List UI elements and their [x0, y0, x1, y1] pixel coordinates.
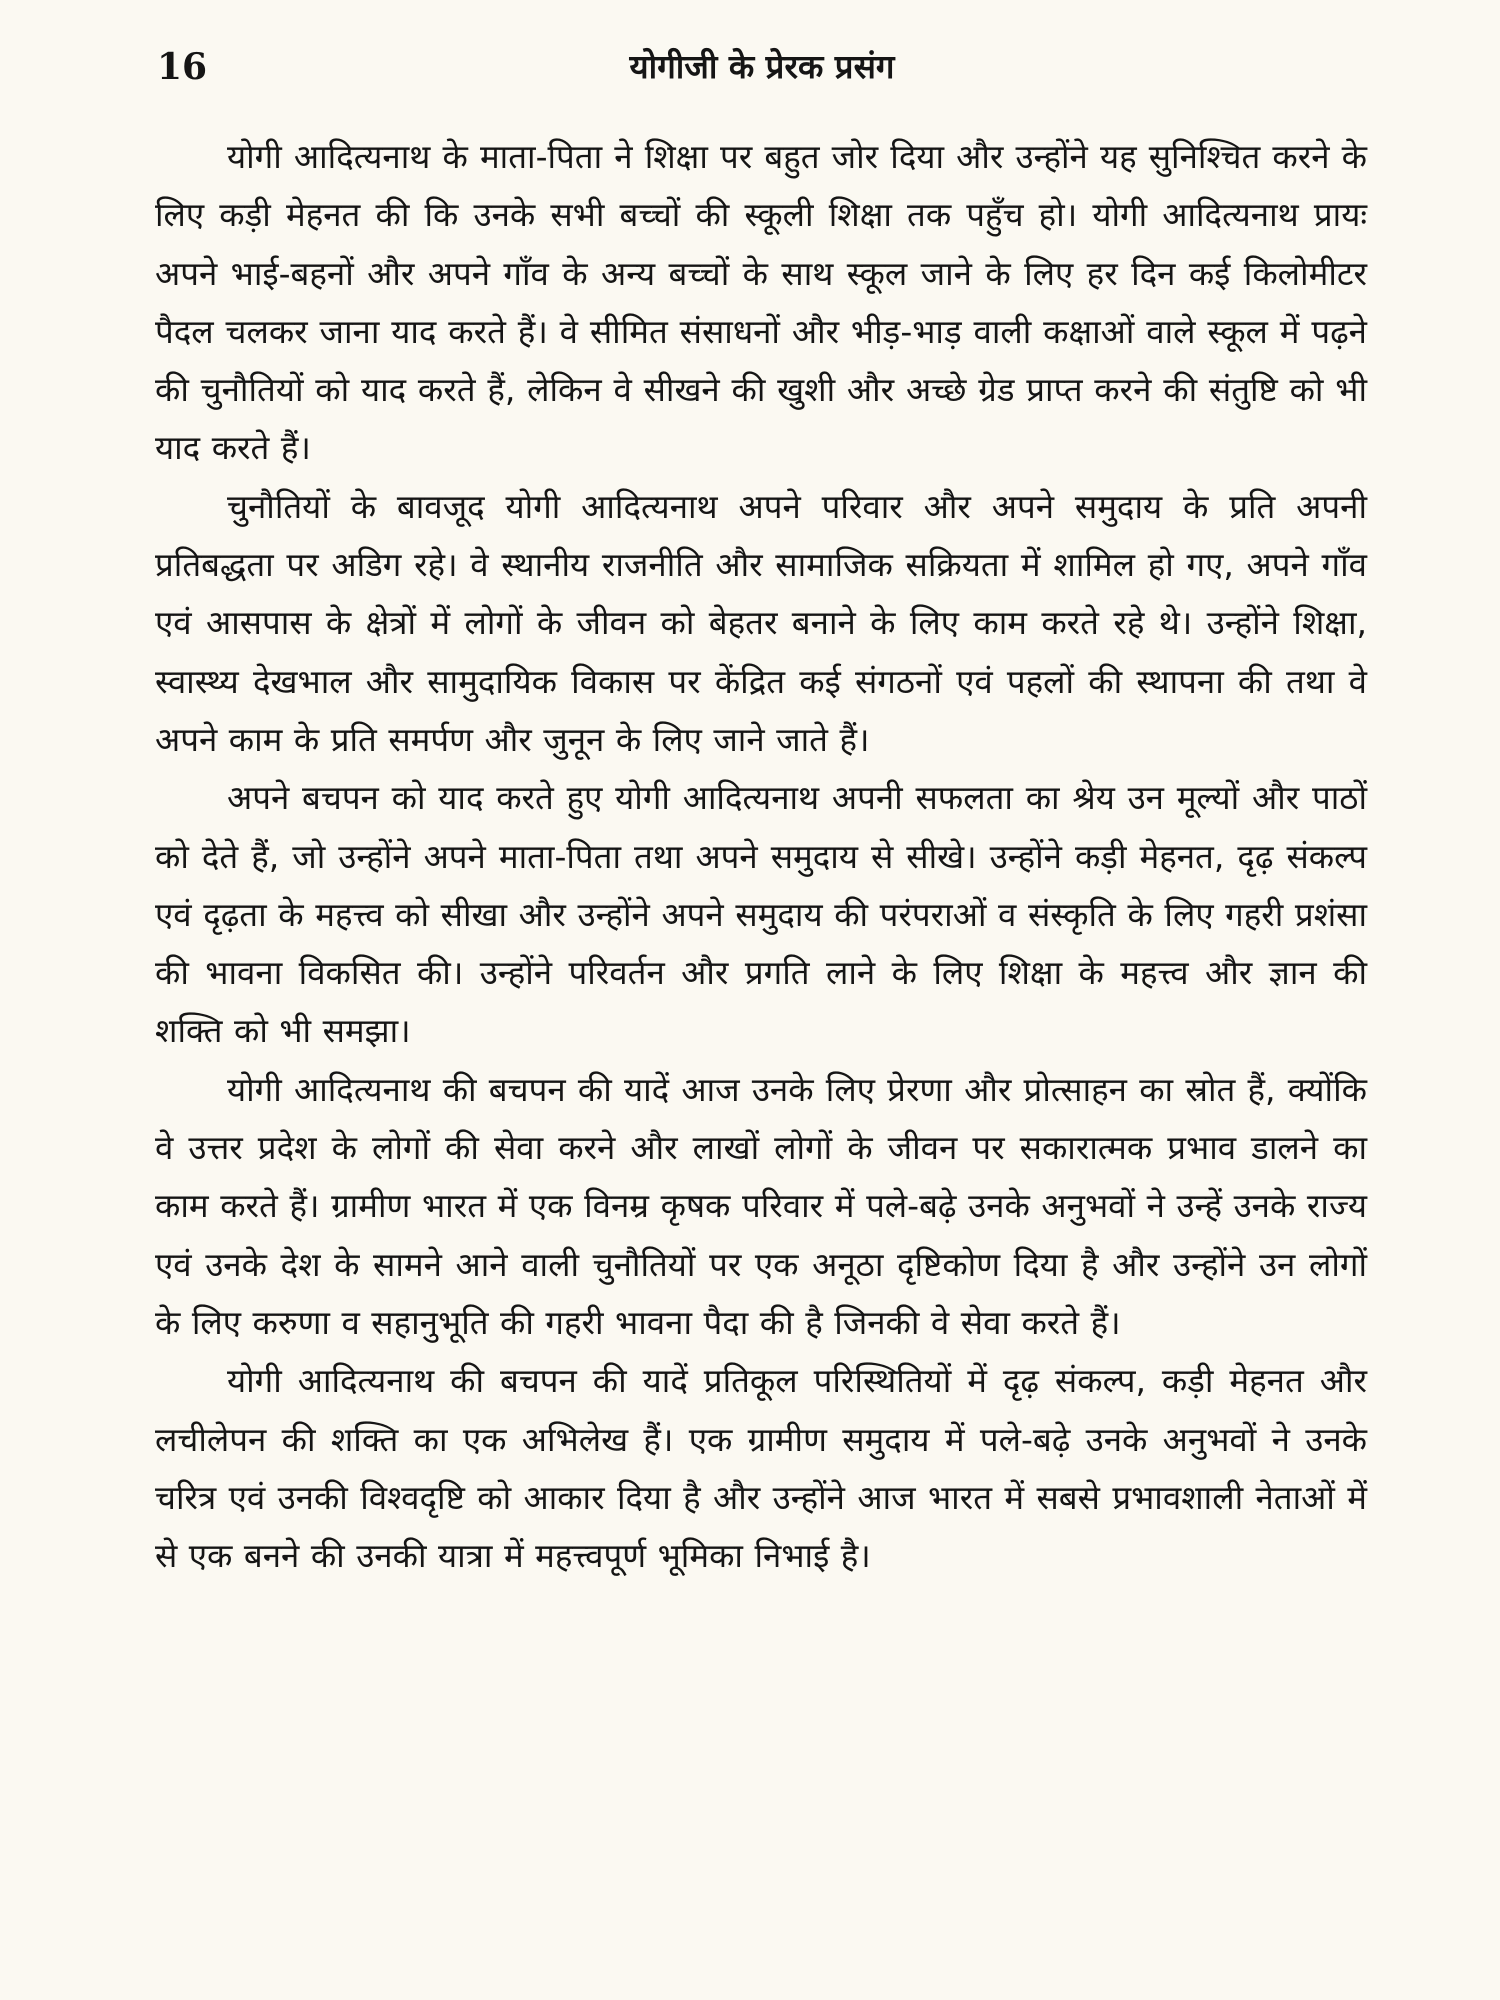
body-text	[155, 128, 1367, 1585]
paragraph-3: अपने बचपन को याद करते हुए योगी आदित्यनाथ अपनी सफलता का श्रेय उन मूल्यों और पाठों को देते हैं, जो उन्होंने अपने माता-पिता तथा अपने समुदाय से सीखे। उन्होंने कड़ी मेहनत, दृढ़ संकल्प एवं दृढ़ता के महत्त्व को सीखा और उन्होंने अपने समुदाय की परंपराओं व संस्कृति के लिए गहरी प्रशंसा की भावना विकसित की। उन्होंने परिवर्तन और प्रगति लाने के लिए शिक्षा के महत्त्व और ज्ञान की शक्ति को भी समझा।	[155, 778, 1367, 1051]
paragraph-5: योगी आदित्यनाथ की बचपन की यादें प्रतिकूल परिस्थितियों में दृढ़ संकल्प, कड़ी मेहनत और लचीलेपन की शक्ति का एक अभिलेख हैं। एक ग्रामीण समुदाय में पले-बढ़े उनके अनुभवों ने उनके चरित्र एवं उनकी विश्वदृष्टि को आकार दिया है और उन्होंने आज भारत में सबसे प्रभावशाली नेताओं में से एक बनने की उनकी यात्रा में महत्त्वपूर्ण भूमिका निभाई है।	[155, 1361, 1367, 1576]
page-number: 16	[157, 46, 208, 88]
paragraph-2: चुनौतियों के बावजूद योगी आदित्यनाथ अपने परिवार और अपने समुदाय के प्रति अपनी प्रतिबद्धता पर अडिग रहे। वे स्थानीय राजनीति और सामाजिक सक्रियता में शामिल हो गए, अपने गाँव एवं आसपास के क्षेत्रों में लोगों के जीवन को बेहतर बनाने के लिए काम करते रहे थे। उन्होंने शिक्षा, स्वास्थ्य देखभाल और सामुदायिक विकास पर केंद्रित कई संगठनों एवं पहलों की स्थापना की तथा वे अपने काम के प्रति समर्पण और जुनून के लिए जाने जाते हैं।	[155, 486, 1367, 759]
running-header	[157, 45, 1367, 97]
paragraph-1: योगी आदित्यनाथ के माता-पिता ने शिक्षा पर बहुत जोर दिया और उन्होंने यह सुनिश्चित करने के लिए कड़ी मेहनत की कि उनके सभी बच्चों की स्कूली शिक्षा तक पहुँच हो। योगी आदित्यनाथ प्रायः अपने भाई-बहनों और अपने गाँव के अन्य बच्चों के साथ स्कूल जाने के लिए हर दिन कई किलोमीटर पैदल चलकर जाना याद करते हैं। वे सीमित संसाधनों और भीड़-भाड़ वाली कक्षाओं वाले स्कूल में पढ़ने की चुनौतियों को याद करते हैं, लेकिन वे सीखने की खुशी और अच्छे ग्रेड प्राप्त करने की संतुष्टि को भी याद करते हैं।	[155, 137, 1367, 468]
book-title: योगीजी के प्रेरक प्रसंग	[629, 47, 895, 86]
paragraph-4: योगी आदित्यनाथ की बचपन की यादें आज उनके लिए प्रेरणा और प्रोत्साहन का स्रोत हैं, क्योंकि वे उत्तर प्रदेश के लोगों की सेवा करने और लाखों लोगों के जीवन पर सकारात्मक प्रभाव डालने का काम करते हैं। ग्रामीण भारत में एक विनम्र कृषक परिवार में पले-बढ़े उनके अनुभवों ने उन्हें उनके राज्य एवं उनके देश के सामने आने वाली चुनौतियों पर एक अनूठा दृष्टिकोण दिया है और उन्होंने उन लोगों के लिए करुणा व सहानुभूति की गहरी भावना पैदा की है जिनकी वे सेवा करते हैं।	[155, 1069, 1367, 1342]
